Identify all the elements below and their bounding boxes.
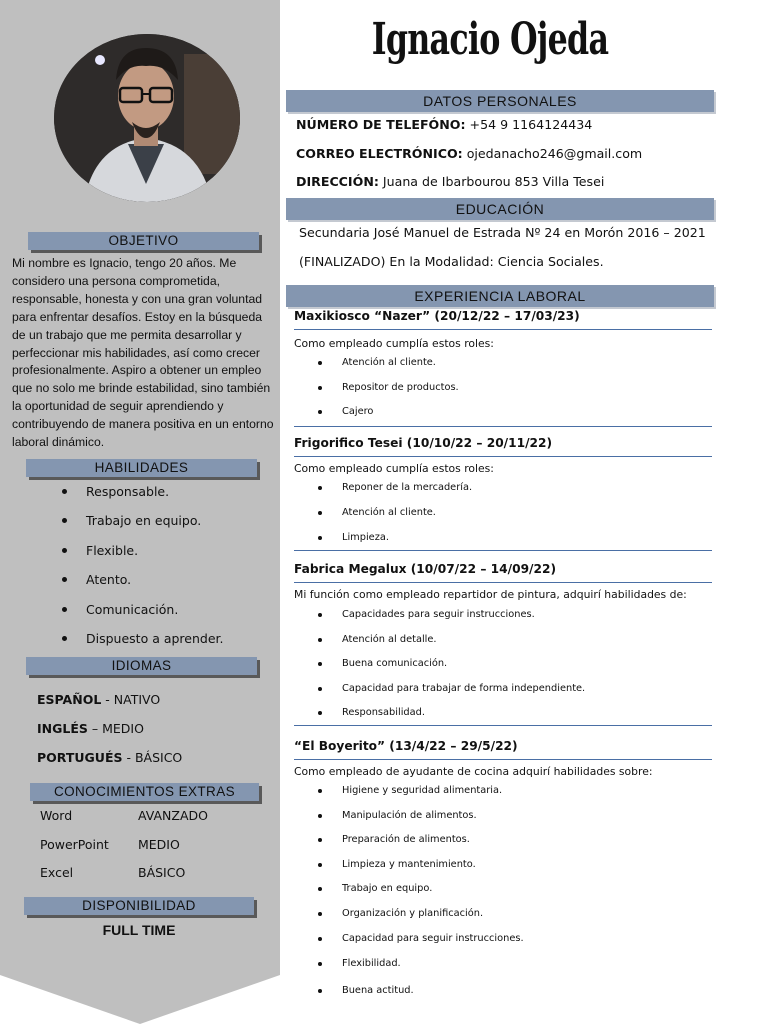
job-maxikiosco bbox=[294, 307, 712, 427]
job-intro: Como empleado cumplía estos roles: bbox=[294, 337, 494, 350]
list-item: Responsabilidad. bbox=[294, 706, 712, 724]
list-item: Limpieza y mantenimiento. bbox=[294, 858, 712, 883]
education-line-2: (FINALIZADO) En la Modalidad: Ciencia Sociales. bbox=[299, 254, 604, 269]
job-title: Maxikiosco “Nazer” (20/12/22 – 17/03/23) bbox=[294, 307, 712, 330]
list-item: Repositor de productos. bbox=[294, 381, 712, 406]
datos-personales-header: DATOS PERSONALES bbox=[286, 90, 714, 112]
list-item: Comunicación. bbox=[62, 601, 224, 630]
list-item: Responsable. bbox=[62, 483, 224, 512]
list-item: Buena comunicación. bbox=[294, 657, 712, 682]
idioma-ingles: INGLÉS – MEDIO bbox=[37, 721, 144, 736]
list-item: Capacidad para trabajar de forma independiente. bbox=[294, 682, 712, 707]
objetivo-text: Mi nombre es Ignacio, tengo 20 años. Me considero una persona comprometida, responsable, honesta y con una gran voluntad para enfrentar desafíos. Estoy en la búsqueda de un trabajo que me permita desarrollar y perfeccionar mis habilidades, así como crecer profesionalmente. Aspiro a obtener un empleo que no solo me brinde estabilidad, sino también la oportunidad de seguir aprendiendo y contribuyendo de manera positiva en un entorno laboral dinámico. bbox=[12, 256, 274, 450]
list-item: Capacidades para seguir instrucciones. bbox=[294, 608, 712, 633]
disponibilidad-value: FULL TIME bbox=[102, 922, 176, 938]
job-megalux bbox=[294, 560, 712, 726]
idioma-portugues: PORTUGUÉS - BÁSICO bbox=[37, 750, 183, 765]
job-roles bbox=[294, 353, 712, 427]
profile-photo bbox=[54, 34, 240, 202]
list-item: Buena actitud. bbox=[294, 984, 712, 1002]
list-item: Dispuesto a aprender. bbox=[62, 630, 224, 659]
idiomas-label: IDIOMAS bbox=[26, 657, 257, 675]
address-line: DIRECCIÓN: Juana de Ibarbourou 853 Villa Tesei bbox=[296, 174, 605, 189]
disponibilidad-label: DISPONIBILIDAD bbox=[24, 897, 254, 915]
habilidades-label: HABILIDADES bbox=[26, 459, 257, 477]
habilidades-list bbox=[62, 483, 224, 659]
job-skills bbox=[294, 781, 712, 1002]
list-item: Atención al detalle. bbox=[294, 633, 712, 658]
job-skills bbox=[294, 604, 712, 726]
educacion-header: EDUCACIÓN bbox=[286, 198, 714, 220]
list-item: Trabajo en equipo. bbox=[62, 512, 224, 541]
list-item: Organización y planificación. bbox=[294, 907, 712, 932]
list-item: Cajero bbox=[294, 405, 712, 425]
list-item: Reponer de la mercadería. bbox=[294, 481, 712, 506]
page-title: Ignacio Ojeda bbox=[371, 14, 609, 65]
job-frigorifico bbox=[294, 434, 712, 551]
job-roles bbox=[294, 478, 712, 551]
job-el-boyerito bbox=[294, 737, 712, 1002]
list-item: Atención al cliente. bbox=[294, 506, 712, 531]
job-intro: Como empleado cumplía estos roles: bbox=[294, 462, 494, 475]
idioma-espanol: ESPAÑOL - NATIVO bbox=[37, 692, 161, 707]
sidebar: OBJETIVO Mi nombre es Ignacio, tengo 20 años. Me considero una persona comprometida, responsable, honesta y con una gran voluntad para enfrentar desafíos. Estoy en la búsqueda de un trabajo que me permita desarrollar y perfeccionar mis habilidades, así como crecer profesionalmente. Aspiro a obtener un empleo que no solo me brinde estabilidad, sino también la oportunidad de seguir aprendiendo y contribuyendo de manera positiva en un entorno laboral dinámico. HABILIDADES Responsable. Trabajo en equipo. Flexible. Atento. Comunicación. Dispuesto a aprender. IDIOMAS ESPAÑOL - NATIVO INGLÉS – MEDIO PORTUGUÉS - BÁSICO CONOCIMIENTOS EXTRAS Word AVANZADO PowerPoint MEDIO Excel BÁSICO DISPONIBILIDAD FULL TIME bbox=[0, 0, 280, 1024]
list-item: Flexible. bbox=[62, 542, 224, 571]
list-item: Atento. bbox=[62, 571, 224, 600]
list-item: Atención al cliente. bbox=[294, 356, 712, 381]
list-item: Manipulación de alimentos. bbox=[294, 809, 712, 834]
email-line: CORREO ELECTRÓNICO: ojedanacho246@gmail.com bbox=[296, 146, 643, 161]
extras-label: CONOCIMIENTOS EXTRAS bbox=[30, 783, 259, 801]
education-line-1: Secundaria José Manuel de Estrada Nº 24 en Morón 2016 – 2021 bbox=[299, 225, 706, 240]
list-item: Limpieza. bbox=[294, 531, 712, 549]
list-item: Flexibilidad. bbox=[294, 957, 712, 984]
list-item: Trabajo en equipo. bbox=[294, 882, 712, 907]
job-title: Frigorifico Tesei (10/10/22 – 20/11/22) bbox=[294, 434, 712, 457]
list-item: Preparación de alimentos. bbox=[294, 833, 712, 858]
experiencia-header: EXPERIENCIA LABORAL bbox=[286, 285, 714, 307]
phone-line: NÚMERO DE TELEFÓNO: +54 9 1164124434 bbox=[296, 117, 593, 132]
job-title: “El Boyerito” (13/4/22 – 29/5/22) bbox=[294, 737, 712, 760]
objetivo-label: OBJETIVO bbox=[28, 232, 259, 250]
job-title: Fabrica Megalux (10/07/22 – 14/09/22) bbox=[294, 560, 712, 583]
job-intro: Mi función como empleado repartidor de pintura, adquirí habilidades de: bbox=[294, 588, 687, 601]
list-item: Capacidad para seguir instrucciones. bbox=[294, 932, 712, 958]
list-item: Higiene y seguridad alimentaria. bbox=[294, 784, 712, 809]
job-intro: Como empleado de ayudante de cocina adquirí habilidades sobre: bbox=[294, 765, 653, 778]
